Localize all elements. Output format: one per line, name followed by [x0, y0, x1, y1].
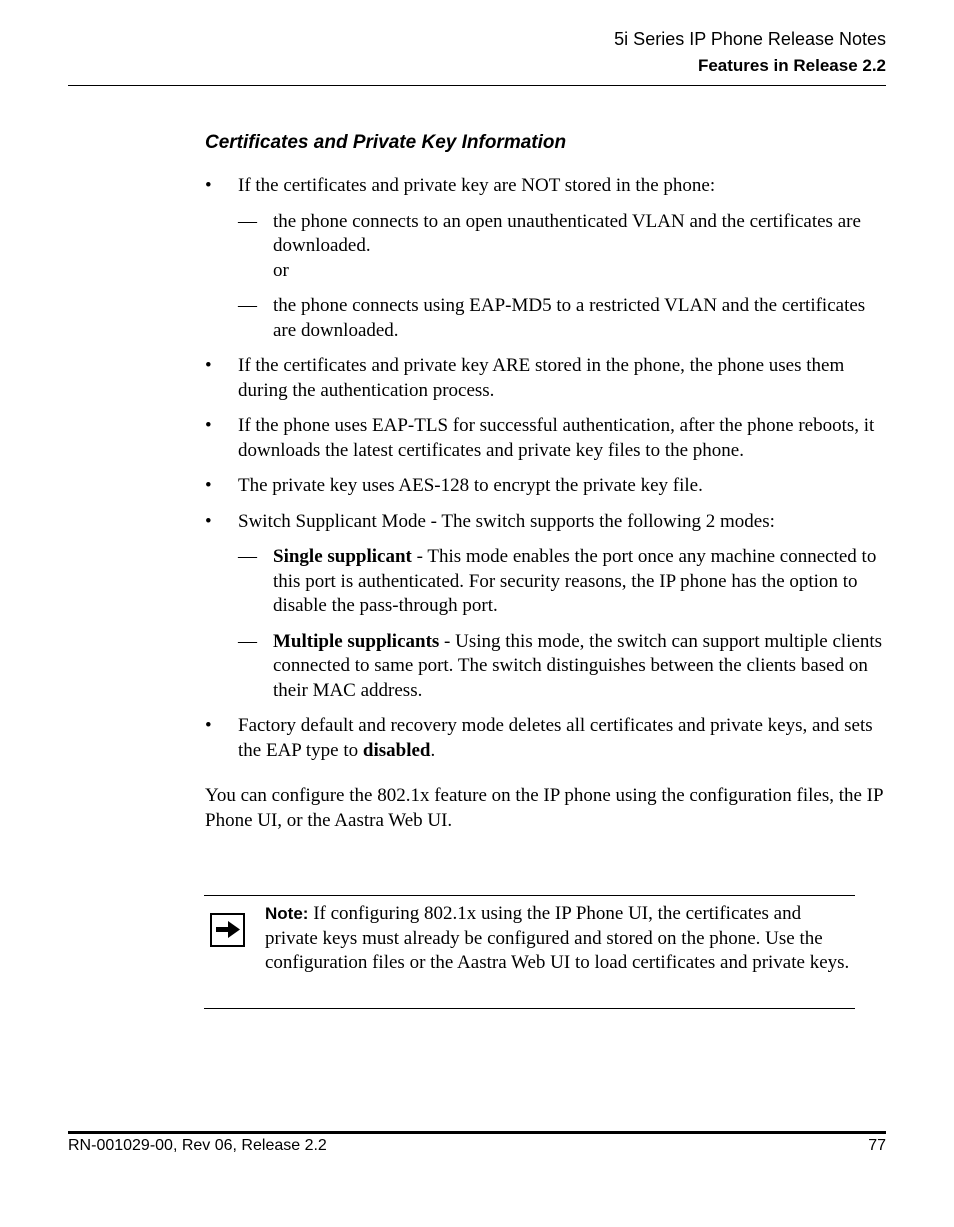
dash-mark: — — [238, 630, 257, 652]
bullet-item-eap-tls — [205, 414, 887, 463]
page-number: 77 — [868, 1137, 886, 1154]
dash-item-open-vlan — [205, 210, 887, 284]
header-divider — [68, 85, 886, 86]
bullet-mark: • — [205, 175, 212, 196]
footer-doc-id: RN-001029-00, Rev 06, Release 2.2 — [68, 1137, 327, 1154]
bullet-text: Factory default and recovery mode deletes all certificates and private keys, and sets the EAP type to — [238, 715, 873, 761]
note-body: If configuring 802.1x using the IP Phone UI, the certificates and private keys must already be configured and stored on the phone. Use the configuration files or the Aastra Web UI to load certificates and private keys. — [265, 903, 850, 973]
dash-item-single-supplicant — [205, 545, 887, 619]
term-disabled: disabled — [362, 739, 431, 761]
bullet-text-end: . — [430, 739, 436, 761]
bullet-item-aes — [205, 474, 887, 499]
arrow-right-icon — [210, 913, 245, 947]
body-content — [205, 174, 887, 833]
bullet-mark: • — [205, 415, 212, 436]
term-single-supplicant: Single supplicant — [273, 546, 412, 567]
bullet-text: If the phone uses EAP-TLS for successful authentication, after the phone reboots, it downloads the latest certificates and private key files to the phone. — [238, 415, 875, 461]
term-multiple-supplicants: Multiple supplicants — [273, 630, 440, 652]
dash-text: the phone connects using EAP-MD5 to a restricted VLAN and the certificates are downloaded. — [273, 295, 866, 341]
dash-item-multiple-supplicants — [205, 630, 887, 704]
bullet-mark: • — [205, 510, 212, 532]
footer-divider — [68, 1131, 886, 1134]
bullet-mark: • — [205, 715, 212, 736]
bullet-item-factory-default — [205, 714, 887, 763]
note-text — [265, 902, 855, 976]
dash-text: - This mode enables the port once any machine connected to this port is authenticated. For security reasons, the IP phone has the option to disable the pass-through port. — [273, 546, 877, 616]
dash-text: - Using this mode, the switch can support multiple clients connected to same port. The switch distinguishes between the clients based on their MAC address. — [273, 630, 883, 701]
header-section-title: Features in Release 2.2 — [697, 56, 886, 75]
bullet-item-supplicant-mode — [205, 510, 887, 535]
header-doc-title: 5i Series IP Phone Release Notes — [614, 29, 886, 49]
bullet-item-not-stored — [205, 174, 887, 199]
dash-mark: — — [238, 546, 257, 567]
dash-mark: — — [238, 295, 257, 316]
dash-item-eap-md5 — [205, 294, 887, 343]
bullet-text: Switch Supplicant Mode - The switch supports the following 2 modes: — [238, 510, 775, 532]
dash-text: the phone connects to an open unauthenticated VLAN and the certificates are downloaded. — [273, 210, 861, 256]
bullet-text: If the certificates and private key ARE stored in the phone, the phone uses them during the authentication process. — [238, 355, 845, 401]
bullet-mark: • — [205, 355, 212, 376]
note-box — [204, 895, 855, 1009]
section-heading: Certificates and Private Key Information — [205, 132, 567, 153]
bullet-text: The private key uses AES-128 to encrypt the private key file. — [238, 475, 703, 496]
or-text: or — [273, 259, 289, 281]
bullet-item-stored — [205, 354, 887, 403]
bullet-mark: • — [205, 475, 212, 496]
body-paragraph: You can configure the 802.1x feature on the IP phone using the configuration files, the IP Phone UI, or the Aastra Web UI. — [205, 785, 883, 831]
bullet-text: If the certificates and private key are NOT stored in the phone: — [238, 175, 716, 196]
note-label: Note: — [265, 904, 309, 923]
dash-mark: — — [238, 210, 257, 232]
